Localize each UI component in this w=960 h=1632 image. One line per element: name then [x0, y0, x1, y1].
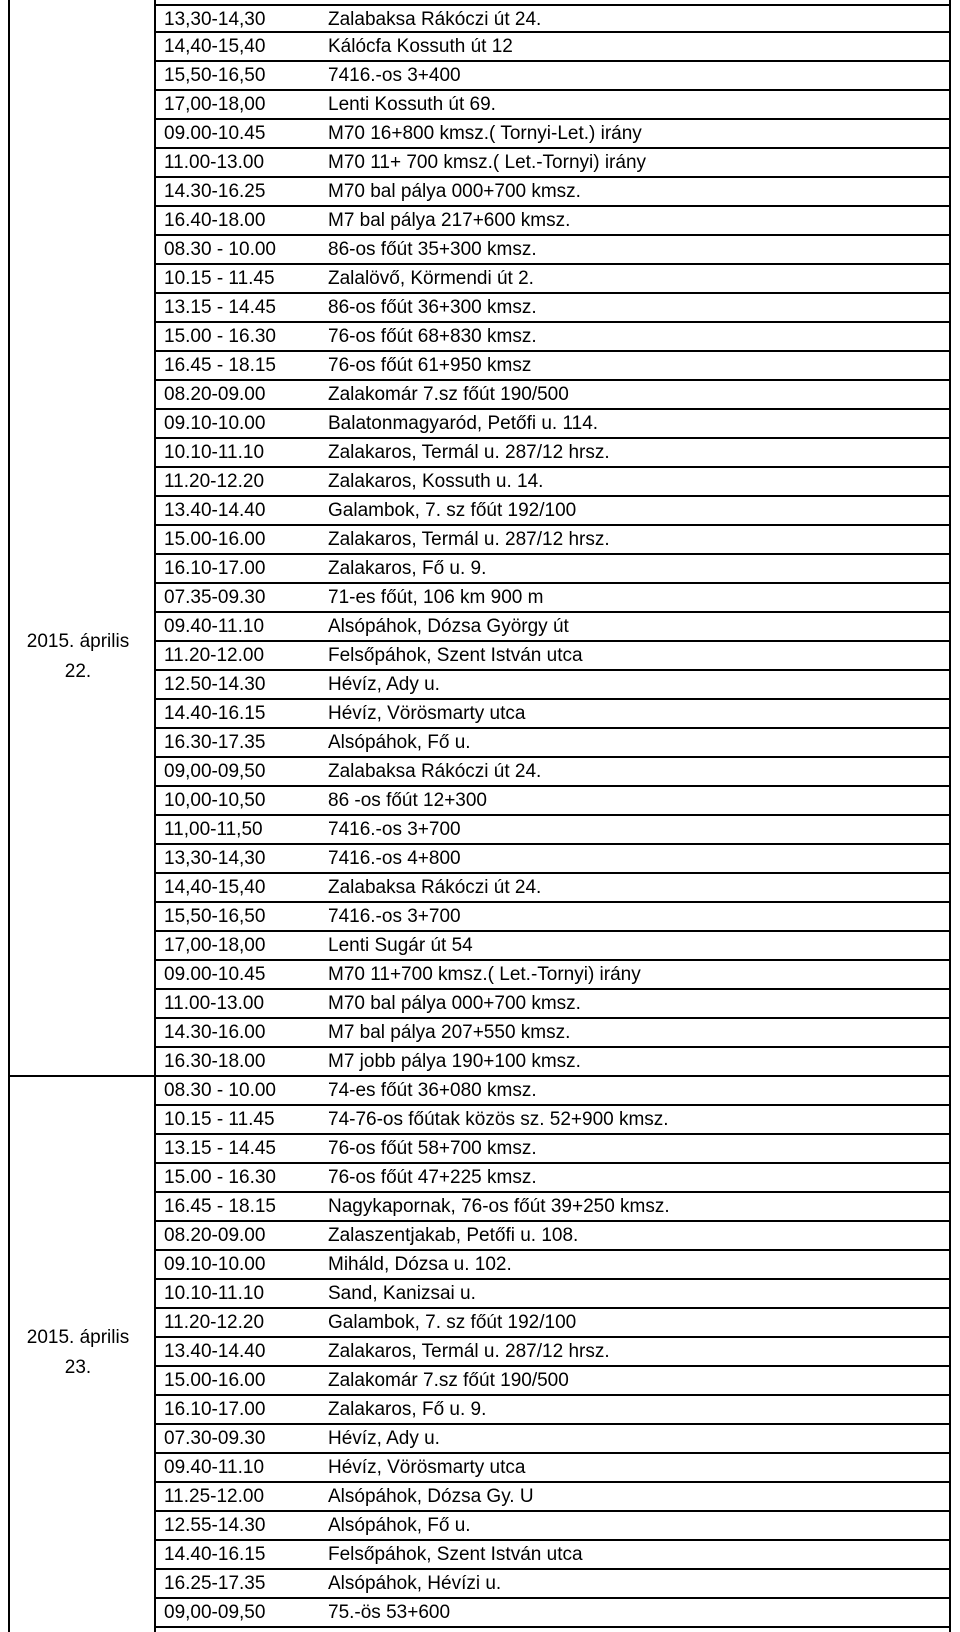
- time-cell: 10.15 - 11.45: [164, 268, 275, 289]
- time-cell: 07.30-09.30: [164, 1428, 266, 1449]
- time-cell: 15.00 - 16.30: [164, 326, 276, 347]
- time-cell: 09.00-10.45: [164, 964, 266, 985]
- location-cell: Zalabaksa Rákóczi út 24.: [328, 877, 542, 898]
- table-row: [154, 613, 951, 642]
- time-cell: 09.40-11.10: [164, 616, 265, 637]
- time-cell: 14.30-16.00: [164, 1022, 266, 1043]
- location-cell: Zalakaros, Fő u. 9.: [328, 1399, 487, 1420]
- date-label-line1: 2015. április: [26, 1326, 130, 1348]
- table-row: [154, 1367, 951, 1396]
- table-row: [154, 1280, 951, 1309]
- location-cell: M7 jobb pálya 190+100 kmsz.: [328, 1051, 581, 1072]
- date-group-divider: [8, 1075, 155, 1077]
- table-row: [154, 1309, 951, 1338]
- location-cell: Zalakaros, Termál u. 287/12 hrsz.: [328, 1341, 610, 1362]
- location-cell: Alsópáhok, Dózsa Gy. U: [328, 1486, 534, 1507]
- time-cell: 13.15 - 14.45: [164, 1138, 276, 1159]
- table-row: [154, 729, 951, 758]
- table-row: [154, 903, 951, 932]
- location-cell: Hévíz, Ady u.: [328, 674, 440, 695]
- time-cell: 10.15 - 11.45: [164, 1109, 275, 1130]
- table-row: [154, 381, 951, 410]
- time-cell: 15.00 - 16.30: [164, 1167, 276, 1188]
- time-cell: 15.00-16.00: [164, 1370, 266, 1391]
- table-row: [154, 1396, 951, 1425]
- table-row: [154, 149, 951, 178]
- location-cell: Zalakaros, Fő u. 9.: [328, 558, 487, 579]
- location-cell: Zalaszentjakab, Petőfi u. 108.: [328, 1225, 579, 1246]
- location-cell: Lenti Kossuth út 69.: [328, 94, 496, 115]
- table-row: [154, 352, 951, 381]
- location-cell: 74-76-os főútak közös sz. 52+900 kmsz.: [328, 1109, 669, 1130]
- table-row: [154, 1251, 951, 1280]
- table-row: [154, 294, 951, 323]
- location-cell: Hévíz, Vörösmarty utca: [328, 1457, 526, 1478]
- location-cell: Nagykapornak, 76-os főút 39+250 kmsz.: [328, 1196, 670, 1217]
- table-row: [154, 1135, 951, 1164]
- table-row: [154, 932, 951, 961]
- table-row: [154, 1570, 951, 1599]
- time-cell: 11.20-12.20: [164, 1312, 265, 1333]
- location-cell: Felsőpáhok, Szent István utca: [328, 645, 583, 666]
- location-cell: 76-os főút 68+830 kmsz.: [328, 326, 537, 347]
- table-left-border: [8, 0, 10, 1632]
- table-row: [154, 526, 951, 555]
- table-row: [154, 410, 951, 439]
- date-cell: [8, 1323, 148, 1383]
- location-cell: Zalalövő, Körmendi út 2.: [328, 268, 534, 289]
- time-cell: 16.45 - 18.15: [164, 355, 276, 376]
- time-cell: 10,00-10,50: [164, 790, 266, 811]
- time-cell: 13.15 - 14.45: [164, 297, 276, 318]
- location-cell: 76-os főút 47+225 kmsz.: [328, 1167, 537, 1188]
- time-cell: 09,00-09,50: [164, 761, 266, 782]
- table-row: [154, 1599, 951, 1628]
- table-row: [154, 1019, 951, 1048]
- time-cell: 15.00-16.00: [164, 529, 266, 550]
- time-cell: 13.40-14.40: [164, 500, 266, 521]
- table-row: [154, 120, 951, 149]
- table-row: [154, 91, 951, 120]
- location-cell: 74-es főút 36+080 kmsz.: [328, 1080, 537, 1101]
- table-row: [154, 439, 951, 468]
- table-row: [154, 1541, 951, 1570]
- time-cell: 16.10-17.00: [164, 558, 266, 579]
- time-cell: 16.30-17.35: [164, 732, 266, 753]
- location-cell: Kálócfa Kossuth út 12: [328, 36, 513, 57]
- time-cell: 11.00-13.00: [164, 152, 265, 173]
- location-cell: 71-es főút, 106 km 900 m: [328, 587, 544, 608]
- location-cell: M7 bal pálya 217+600 kmsz.: [328, 210, 571, 231]
- table-row: [154, 265, 951, 294]
- time-cell: 16.45 - 18.15: [164, 1196, 276, 1217]
- table-row: [154, 1077, 951, 1106]
- location-cell: Hévíz, Ady u.: [328, 1428, 440, 1449]
- table-row: [154, 1048, 951, 1077]
- time-cell: 14.40-16.15: [164, 703, 266, 724]
- time-cell: 13.40-14.40: [164, 1341, 266, 1362]
- location-cell: 86 -os főút 12+300: [328, 790, 487, 811]
- location-cell: Zalakaros, Termál u. 287/12 hrsz.: [328, 442, 610, 463]
- table-row: [154, 236, 951, 265]
- time-cell: 16.10-17.00: [164, 1399, 266, 1420]
- location-cell: 76-os főút 61+950 kmsz: [328, 355, 532, 376]
- time-cell: 09.00-10.45: [164, 123, 266, 144]
- date-cell: [8, 627, 148, 687]
- location-cell: Zalakaros, Termál u. 287/12 hrsz.: [328, 529, 610, 550]
- time-cell: 14,40-15,40: [164, 877, 266, 898]
- location-cell: 7416.-os 3+700: [328, 906, 461, 927]
- time-cell: 09,00-09,50: [164, 1602, 266, 1623]
- time-cell: 08.30 - 10.00: [164, 1080, 276, 1101]
- time-cell: 14,40-15,40: [164, 36, 266, 57]
- location-cell: Zalakomár 7.sz főút 190/500: [328, 1370, 569, 1391]
- time-cell: 14.40-16.15: [164, 1544, 266, 1565]
- date-label-line2: 22.: [64, 660, 92, 682]
- time-cell: 13,30-14,30: [164, 848, 266, 869]
- table-row: [154, 555, 951, 584]
- time-cell: 07.35-09.30: [164, 587, 266, 608]
- table-row: [154, 874, 951, 903]
- location-cell: Hévíz, Vörösmarty utca: [328, 703, 526, 724]
- table-row: [154, 1193, 951, 1222]
- time-cell: 12.55-14.30: [164, 1515, 266, 1536]
- table-row: [154, 178, 951, 207]
- time-cell: 16.25-17.35: [164, 1573, 266, 1594]
- table-row: [154, 33, 951, 62]
- location-cell: 86-os főút 35+300 kmsz.: [328, 239, 537, 260]
- location-cell: 7416.-os 3+400: [328, 65, 461, 86]
- table-row: [154, 323, 951, 352]
- table-row: [154, 1454, 951, 1483]
- table-row: [154, 1425, 951, 1454]
- table-row: [154, 816, 951, 845]
- location-cell: Zalabaksa Rákóczi út 24.: [328, 761, 542, 782]
- time-cell: 11.20-12.00: [164, 645, 265, 666]
- table-row: [154, 787, 951, 816]
- table-row: [154, 990, 951, 1019]
- time-cell: 09.40-11.10: [164, 1457, 265, 1478]
- table-row: [154, 961, 951, 990]
- time-cell: 09.10-10.00: [164, 413, 266, 434]
- table-row: [154, 497, 951, 526]
- location-cell: Zalakaros, Kossuth u. 14.: [328, 471, 544, 492]
- time-cell: 11.25-12.00: [164, 1486, 265, 1507]
- time-cell: 09.10-10.00: [164, 1254, 266, 1275]
- location-cell: Alsópáhok, Dózsa György út: [328, 616, 569, 637]
- location-cell: Felsőpáhok, Szent István utca: [328, 1544, 583, 1565]
- time-cell: 08.20-09.00: [164, 1225, 266, 1246]
- location-cell: Alsópáhok, Fő u.: [328, 1515, 471, 1536]
- location-cell: Galambok, 7. sz főút 192/100: [328, 500, 577, 521]
- time-cell: 16.30-18.00: [164, 1051, 266, 1072]
- location-cell: M70 16+800 kmsz.( Tornyi-Let.) irány: [328, 123, 642, 144]
- location-cell: M7 bal pálya 207+550 kmsz.: [328, 1022, 571, 1043]
- location-cell: M70 bal pálya 000+700 kmsz.: [328, 993, 581, 1014]
- location-cell: Sand, Kanizsai u.: [328, 1283, 476, 1304]
- table-row: [154, 468, 951, 497]
- location-cell: Lenti Sugár út 54: [328, 935, 473, 956]
- location-cell: M70 11+700 kmsz.( Let.-Tornyi) irány: [328, 964, 641, 985]
- table-row: [154, 207, 951, 236]
- location-cell: Alsópáhok, Hévízi u.: [328, 1573, 502, 1594]
- time-cell: 11.20-12.20: [164, 471, 265, 492]
- time-cell: 08.30 - 10.00: [164, 239, 276, 260]
- time-cell: 14.30-16.25: [164, 181, 266, 202]
- location-cell: 76-os főút 58+700 kmsz.: [328, 1138, 537, 1159]
- time-cell: 10.10-11.10: [164, 442, 265, 463]
- table-row: [154, 758, 951, 787]
- table-row: [154, 62, 951, 91]
- table-row: [154, 1483, 951, 1512]
- table-row: [154, 4, 951, 33]
- location-cell: Galambok, 7. sz főút 192/100: [328, 1312, 577, 1333]
- time-cell: 11.00-13.00: [164, 993, 265, 1014]
- table-row: [154, 671, 951, 700]
- location-cell: Miháld, Dózsa u. 102.: [328, 1254, 512, 1275]
- location-cell: 7416.-os 3+700: [328, 819, 461, 840]
- table-row: [154, 1164, 951, 1193]
- table-row: [154, 845, 951, 874]
- table-row: [154, 1106, 951, 1135]
- time-cell: 10.10-11.10: [164, 1283, 265, 1304]
- date-label-line2: 23.: [64, 1356, 92, 1378]
- table-row: [154, 1222, 951, 1251]
- location-cell: Balatonmagyaród, Petőfi u. 114.: [328, 413, 599, 434]
- time-cell: 17,00-18,00: [164, 94, 266, 115]
- time-cell: 13,30-14,30: [164, 9, 266, 30]
- location-cell: 75.-ös 53+600: [328, 1602, 451, 1623]
- location-cell: Zalakomár 7.sz főút 190/500: [328, 384, 569, 405]
- table-row: [154, 642, 951, 671]
- location-cell: 86-os főút 36+300 kmsz.: [328, 297, 537, 318]
- location-cell: 7416.-os 4+800: [328, 848, 461, 869]
- location-cell: M70 11+ 700 kmsz.( Let.-Tornyi) irány: [328, 152, 647, 173]
- location-cell: Zalabaksa Rákóczi út 24.: [328, 9, 542, 30]
- time-cell: 12.50-14.30: [164, 674, 266, 695]
- table-row: [154, 1512, 951, 1541]
- time-cell: 16.40-18.00: [164, 210, 266, 231]
- time-cell: 15,50-16,50: [164, 65, 266, 86]
- table-row: [154, 1338, 951, 1367]
- time-cell: 15,50-16,50: [164, 906, 266, 927]
- location-cell: M70 bal pálya 000+700 kmsz.: [328, 181, 581, 202]
- time-cell: 17,00-18,00: [164, 935, 266, 956]
- time-cell: 11,00-11,50: [164, 819, 263, 840]
- location-cell: Alsópáhok, Fő u.: [328, 732, 471, 753]
- table-row: [154, 584, 951, 613]
- time-cell: 08.20-09.00: [164, 384, 266, 405]
- table-row: [154, 700, 951, 729]
- date-label-line1: 2015. április: [26, 630, 130, 652]
